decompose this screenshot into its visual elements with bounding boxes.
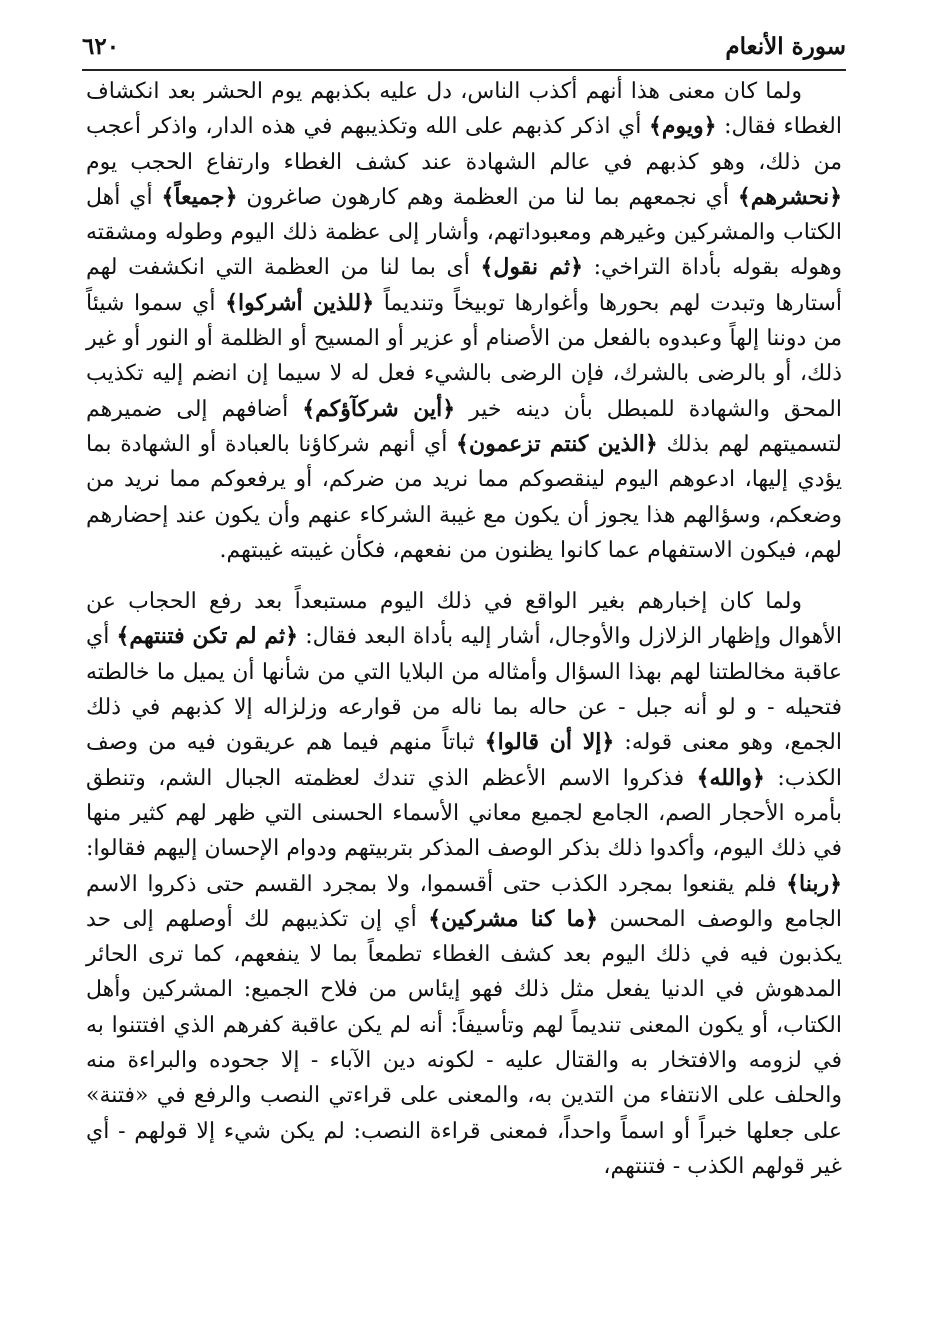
text-segment: أى بما لنا من العظمة التي انكشفت لهم أستارها وتبدت لهم بحورها وأغوارها توبيخاً وتنديماً	[86, 255, 842, 316]
paragraph-1	[86, 74, 842, 568]
text-segment: ولما كان معنى هذا أنهم أكذب الناس، دل عليه بكذبهم يوم الحشر بعد انكشاف الغطاء فقال:	[86, 79, 842, 140]
body-text	[86, 74, 842, 1184]
text-segment: أي أنهم شركاؤنا بالعبادة أو الشهادة بما يؤدي إليها، ادعوهم اليوم لينقصوكم مما نريد من ضركم، أو يرفعوكم مما نريد من وضعكم، وسؤالهم هذا يجوز أن يكون مع غيبة الشركاء عنهم وأن يكون عند إحضارهم لهم، فيكون الاستفهام عما كانوا يظنون من نفعهم، فكأن غيبته غيبتهم.	[86, 431, 842, 563]
quran-quote: ﴿ربنا﴾	[786, 870, 842, 897]
quran-quote: ﴿الذين كنتم تزعمون﴾	[456, 430, 658, 457]
quran-quote: ﴿ثم نقول﴾	[480, 254, 583, 281]
quran-quote: ﴿للذين أشركوا﴾	[225, 289, 375, 316]
header-divider	[82, 69, 846, 71]
text-segment: أي إن تكذيبهم لك أوصلهم إلى حد يكذبون فيه في ذلك اليوم بعد كشف الغطاء تطمعاً بما لا ينفعهم، كما ترى الحائر المدهوش في الدنيا يفعل مثل ذلك فهو إيئاس من فلاح الجميع: المشركين وأهل الكتاب، أو يكون المعنى تنديماً لهم وتأسيفاً: أنه لم يكن عاقبة كفرهم الذي افتتنوا به في لزومه والافتخار به والقتال عليه - لكونه دين الآباء - إلا جحوده والبراءة منه والحلف على الانتفاء من التدين به، والمعنى على قراءتي النصب والرفع في «فتنة» على جعلها خبراً أو اسماً واحداً، فمعنى قراءة النصب: لم يكن شيء إلا قولهم - أي غير قولهم الكذب - فتنتهم،	[86, 906, 842, 1179]
text-segment: أي اذكر كذبهم على الله وتكذيبهم في هذه الدار، واذكر أعجب من ذلك، وهو كذبهم في عالم الشهادة عند كشف الغطاء وارتفاع الحجب يوم	[86, 114, 842, 175]
quran-quote: ﴿إلا أن قالوا﴾	[484, 729, 615, 756]
text-segment: فلم يقنعوا بمجرد الكذب حتى أقسموا، ولا بمجرد القسم حتى ذكروا الاسم الجامع والوصف المحسن	[86, 871, 843, 932]
text-segment: فذكروا الاسم الأعظم الذي تندك لعظمته الجبال الشم، وتنطق بأمره الأحجار الصم، الجامع لجميع معاني الأسماء الحسنى التي ظهر لهم كثير منها في ذلك اليوم، وأكدوا ذلك بذكر الوصف المذكر بتربيتهم ودوام الإحسان إليهم فقالوا:	[86, 765, 842, 862]
paragraph-2	[86, 584, 842, 1184]
quran-quote: ﴿جميعاً﴾	[161, 183, 238, 210]
text-segment: أي نجمعهم بما لنا من العظمة وهم كارهون صاغرون	[237, 184, 738, 210]
quran-quote: ﴿ما كنا مشركين﴾	[428, 905, 599, 932]
page-header	[82, 24, 846, 70]
quran-quote: ﴿أين شركآؤكم﴾	[302, 395, 456, 422]
surah-title: سورة الأنعام	[725, 33, 846, 60]
text-segment: أي أهل الكتاب والمشركين وغيرهم ومعبوداتهم، وأشار إلى عظمة ذلك اليوم وطوله ومشقته وهوله بقوله بأداة التراخي:	[86, 184, 843, 281]
text-segment: ثباتاً منهم فيما هم عريقون فيه من وصف الكذب:	[86, 730, 842, 791]
text-segment: أي سموا شيئاً من دوننا إلهاً وعبدوه بالفعل من الأصنام أو عزير أو المسيح أو الظلمة أو النور أو غير ذلك، أو بالرضى بالشرك، فإن الرضى بالشيء فعل له لا سيما إن انضم إليه تكذيب المحق والشهادة للمبطل بأن دينه خير	[86, 290, 842, 422]
text-segment: أي عاقبة مخالطتنا لهم بهذا السؤال وأمثاله من البلايا التي من شأنها أن يميل ما خالطته فتحيله - و لو أنه جبل - عن حاله بما ناله من قوارعه وزلزاله إلا كذبهم في ذلك الجمع، وهو معنى قوله:	[86, 624, 842, 756]
quran-quote: ﴿ويوم﴾	[648, 113, 717, 140]
quran-quote: ﴿والله﴾	[696, 764, 765, 791]
page-number: ٦٢٠	[82, 33, 120, 60]
quran-quote: ﴿ثم لم تكن فتنتهم﴾	[116, 623, 299, 650]
quran-quote: ﴿نحشرهم﴾	[737, 183, 842, 210]
text-segment: ولما كان إخبارهم بغير الواقع في ذلك اليوم مستبعداً بعد رفع الحجاب عن الأهوال وإظهار الزلازل والأوجال، أشار إليه بأداة البعد فقال:	[86, 589, 842, 650]
text-segment: أضافهم إلى ضميرهم لتسميتهم لهم بذلك	[86, 396, 842, 457]
